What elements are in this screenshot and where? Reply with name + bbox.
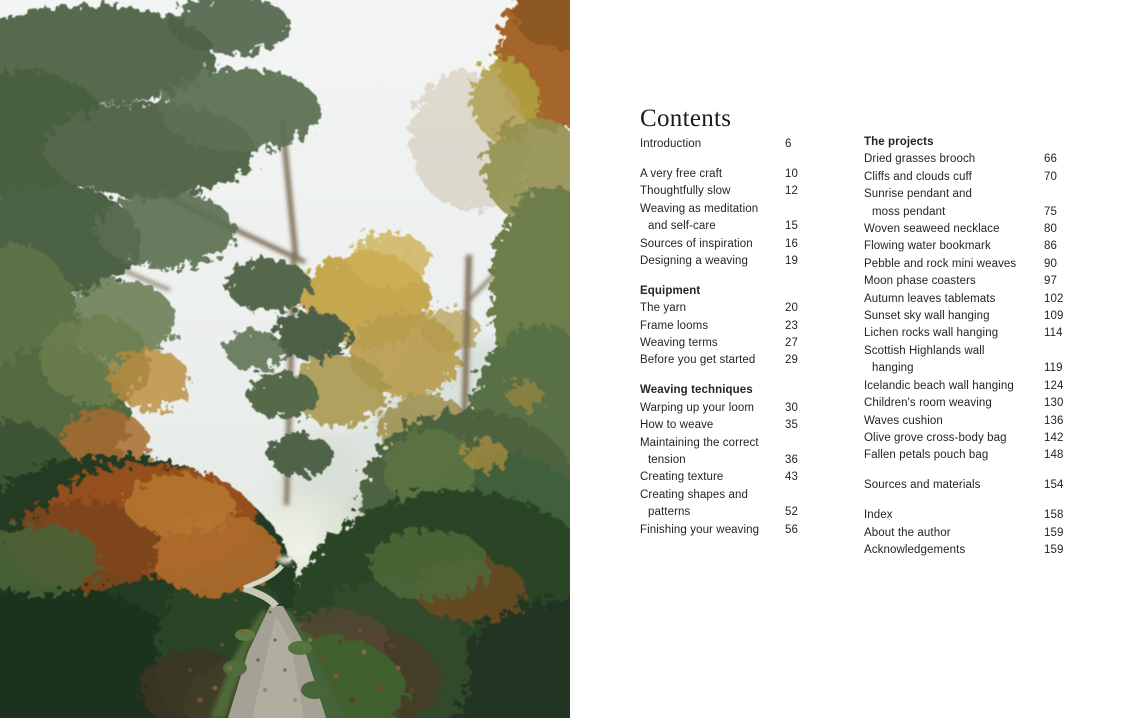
toc-entry	[864, 308, 1104, 325]
toc-section-header-label: The projects	[864, 136, 934, 148]
toc-entry-label: Cliffs and clouds cuff	[864, 170, 972, 183]
toc-entry-label: Creating shapes and	[640, 488, 749, 501]
toc-entry-label: Waves cushion	[864, 414, 943, 427]
toc-entry	[864, 256, 1104, 273]
toc-entry-page-number: 97	[1044, 275, 1057, 288]
toc-entry-page-number: 119	[1044, 362, 1063, 375]
toc-section-header	[640, 382, 862, 399]
toc-entry-label: Icelandic beach wall hanging	[864, 379, 1014, 392]
toc-entry	[864, 204, 1104, 221]
toc-entry	[864, 507, 1104, 524]
toc-entry	[640, 487, 862, 504]
toc-entry	[640, 236, 862, 253]
toc-entry-label: Pebble and rock mini weaves	[864, 257, 1017, 270]
toc-entry	[864, 325, 1104, 342]
toc-entry-label: Children's room weaving	[864, 397, 992, 410]
toc-entry-page-number: 56	[785, 523, 798, 536]
contents-page	[570, 0, 1140, 718]
toc-entry-label: Designing a weaving	[640, 254, 749, 267]
toc-entry-label: Introduction	[640, 138, 702, 150]
toc-entry-label: Weaving as meditation	[640, 202, 759, 215]
toc-entry-label: patterns	[648, 506, 691, 519]
toc-entry	[864, 186, 1104, 203]
toc-entry-page-number: 102	[1044, 292, 1064, 305]
toc-entry	[640, 218, 862, 235]
toc-entry-page-number: 114	[1044, 327, 1063, 340]
toc-entry-label: Creating texture	[640, 471, 724, 484]
toc-section-header	[640, 283, 862, 300]
toc-entry	[640, 335, 862, 352]
toc-entry-page-number: 80	[1044, 223, 1057, 236]
toc-entry	[864, 395, 1104, 412]
toc-entry	[864, 413, 1104, 430]
toc-entry	[864, 360, 1104, 377]
toc-entry-label: Warping up your loom	[640, 401, 755, 414]
toc-entry	[864, 169, 1104, 186]
toc-entry-page-number: 75	[1044, 205, 1057, 218]
toc-entry-label: Sunset sky wall hanging	[864, 310, 990, 323]
toc-entry	[640, 318, 862, 335]
toc-entry-label: Sources of inspiration	[640, 237, 753, 250]
toc-entry-page-number: 148	[1044, 449, 1064, 462]
toc-entry-page-number: 43	[785, 471, 798, 484]
toc-entry-page-number: 159	[1044, 526, 1064, 539]
toc-entry	[640, 300, 862, 317]
toc-entry-page-number: 154	[1044, 479, 1064, 492]
toc-column-right	[864, 134, 1104, 559]
toc-entry	[864, 378, 1104, 395]
toc-entry	[640, 452, 862, 469]
toc-entry-label: tension	[648, 454, 686, 466]
toc-entry-page-number: 30	[785, 401, 798, 414]
toc-entry-page-number: 52	[785, 506, 798, 519]
toc-entry	[864, 343, 1104, 360]
toc-entry	[864, 430, 1104, 447]
toc-entry-page-number: 130	[1044, 397, 1064, 410]
toc-entry-page-number: 16	[785, 237, 798, 250]
toc-entry-page-number: 23	[785, 319, 798, 332]
toc-entry-label: Sources and materials	[864, 479, 981, 492]
toc-entry-label: Lichen rocks wall hanging	[864, 327, 999, 340]
toc-entry	[864, 238, 1104, 255]
toc-column-left	[640, 136, 862, 539]
toc-entry-label: How to weave	[640, 419, 714, 432]
toc-entry-label: Acknowledgements	[864, 543, 966, 556]
toc-entry-label: Frame looms	[640, 319, 709, 332]
toc-entry-label: Weaving terms	[640, 337, 718, 350]
toc-entry-page-number: 158	[1044, 509, 1064, 522]
toc-entry	[640, 435, 862, 452]
toc-entry	[864, 525, 1104, 542]
toc-entry-page-number: 12	[785, 185, 798, 198]
toc-entry	[640, 166, 862, 183]
toc-entry	[640, 253, 862, 270]
toc-entry-page-number: 142	[1044, 431, 1064, 444]
toc-entry-label: and self-care	[648, 220, 716, 233]
toc-entry-page-number: 6	[785, 138, 792, 150]
toc-entry-label: Flowing water bookmark	[864, 240, 991, 253]
toc-entry-label: Fallen petals pouch bag	[864, 449, 989, 462]
toc-entry	[640, 417, 862, 434]
toc-entry-label: Scottish Highlands wall	[864, 344, 985, 357]
toc-entry	[864, 273, 1104, 290]
toc-entry-page-number: 136	[1044, 414, 1064, 427]
toc-entry-label: About the author	[864, 526, 951, 539]
toc-entry	[640, 183, 862, 200]
toc-entry	[640, 469, 862, 486]
toc-entry-label: Woven seaweed necklace	[864, 223, 1000, 236]
toc-entry-page-number: 27	[785, 337, 798, 350]
toc-entry-label: Olive grove cross-body bag	[864, 431, 1007, 444]
toc-entry-page-number: 35	[785, 419, 798, 432]
toc-entry-label: Dried grasses brooch	[864, 153, 976, 166]
toc-entry-label: Thoughtfully slow	[640, 185, 731, 198]
toc-entry-label: Sunrise pendant and	[864, 188, 973, 201]
toc-section-header-label: Equipment	[640, 284, 701, 297]
toc-entry-label: moss pendant	[872, 205, 946, 218]
toc-entry-page-number: 109	[1044, 310, 1064, 323]
toc-entry	[864, 477, 1104, 494]
toc-entry-page-number: 10	[785, 167, 798, 180]
toc-entry-page-number: 20	[785, 302, 798, 315]
toc-entry-label: Finishing your weaving	[640, 523, 760, 536]
toc-entry	[864, 221, 1104, 238]
toc-entry-page-number: 86	[1044, 240, 1057, 253]
toc-entry	[640, 352, 862, 369]
toc-entry-label: Index	[864, 509, 893, 522]
toc-entry-label: Moon phase coasters	[864, 275, 976, 288]
toc-entry-label: Autumn leaves tablemats	[864, 292, 996, 305]
toc-entry-page-number: 90	[1044, 257, 1057, 270]
toc-entry-label: hanging	[872, 362, 914, 375]
toc-entry-label: Before you get started	[640, 354, 756, 367]
toc-entry	[864, 151, 1104, 168]
toc-entry-label: Maintaining the correct	[640, 436, 759, 449]
toc-entry-page-number: 29	[785, 354, 798, 367]
toc-entry-label: The yarn	[640, 302, 687, 315]
page-title: Contents	[640, 104, 732, 132]
toc-entry	[864, 447, 1104, 464]
toc-entry-page-number: 15	[785, 220, 798, 233]
toc-section-header	[864, 134, 1104, 151]
toc-entry-page-number: 124	[1044, 379, 1064, 392]
toc-entry	[864, 542, 1104, 559]
toc-entry-page-number: 70	[1044, 170, 1057, 183]
toc-entry	[864, 291, 1104, 308]
toc-section-header-label: Weaving techniques	[640, 384, 753, 397]
toc-entry	[640, 201, 862, 218]
toc-entry-page-number: 159	[1044, 543, 1064, 556]
toc-entry	[640, 136, 862, 153]
toc-entry-label: A very free craft	[640, 167, 723, 180]
toc-entry-page-number: 36	[785, 454, 798, 466]
toc-entry	[640, 504, 862, 521]
toc-entry-page-number: 19	[785, 254, 798, 267]
toc-entry-page-number: 66	[1044, 153, 1057, 166]
toc-entry	[640, 522, 862, 539]
toc-entry	[640, 400, 862, 417]
